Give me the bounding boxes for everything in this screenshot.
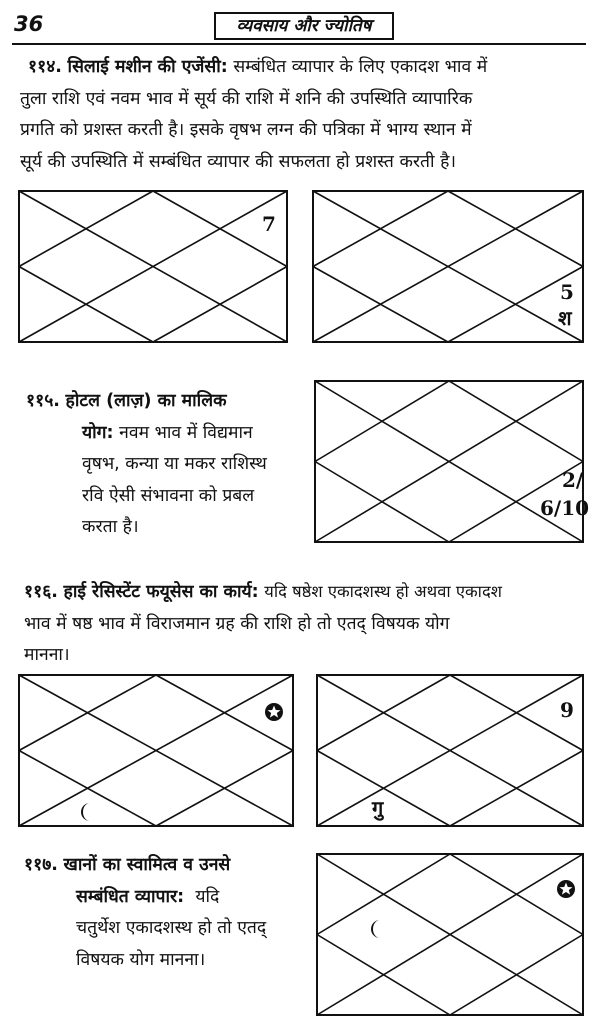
section-heading: योग: xyxy=(82,422,114,443)
horoscope-chart-114-left xyxy=(18,190,288,343)
section-117 xyxy=(24,850,314,976)
page-number: 36 xyxy=(14,12,44,36)
body-line: करता है। xyxy=(82,517,139,537)
section-heading: खानों का स्वामित्व व उनसे xyxy=(63,855,231,875)
header-rule xyxy=(12,43,586,45)
star-in-circle-icon xyxy=(556,879,576,899)
section-number: ११५. xyxy=(26,391,60,411)
chart-grid xyxy=(316,674,584,827)
body-line: यदि xyxy=(195,886,220,907)
section-number: ११७. xyxy=(24,855,58,875)
chart-grid xyxy=(316,853,584,1016)
horoscope-chart-115 xyxy=(314,380,590,543)
horoscope-chart-117 xyxy=(316,853,584,1016)
section-heading: होटल (लाज़) का मालिक xyxy=(65,391,227,411)
body-line: तुला राशि एवं नवम भाव में सूर्य की राशि में शनि की उपस्थिति व्यापारिक xyxy=(20,88,473,109)
chart-grid xyxy=(18,190,288,343)
body-line: नवम भाव में विद्यमान xyxy=(119,422,253,443)
section-heading: सम्बंधित व्यापार: xyxy=(76,886,185,907)
section-number: ११६. xyxy=(24,582,58,602)
body-line: वृषभ, कन्या या मकर राशिस्थ xyxy=(82,454,267,474)
body-line: रवि ऐसी संभावना को प्रबल xyxy=(82,485,255,506)
section-116 xyxy=(24,576,594,672)
section-114 xyxy=(20,52,594,178)
horoscope-chart-116-right xyxy=(316,674,584,827)
crescent-moon-icon xyxy=(368,919,390,939)
crescent-moon-icon xyxy=(78,802,100,822)
section-heading: सिलाई मशीन की एजेंसी: xyxy=(67,57,228,77)
chart-label: 6/10 xyxy=(540,496,590,520)
chart-grid xyxy=(312,190,584,343)
section-115 xyxy=(26,386,310,544)
body-line: चतुर्थेश एकादशस्थ हो तो एतद् xyxy=(76,918,267,938)
chart-label: 7 xyxy=(262,212,276,236)
star-in-circle-icon xyxy=(264,702,284,722)
section-number: ११४. xyxy=(28,57,62,77)
section-heading: हाई रेसिस्टेंट फयूसेस का कार्य: xyxy=(63,582,259,602)
running-title: व्यवसाय और ज्योतिष xyxy=(214,12,394,40)
body-line: विषयक योग मानना। xyxy=(76,949,206,970)
body-line: सम्बंधित व्यापार के लिए एकादश भाव में xyxy=(233,57,488,77)
body-line: यदि षष्ठेश एकादशस्थ हो अथवा एकादश xyxy=(264,582,502,601)
chart-label: 2/ xyxy=(562,468,584,492)
chart-label: गु xyxy=(372,796,384,820)
chart-label: 5 xyxy=(560,280,574,304)
body-line: सूर्य की उपस्थिति में सम्बंधित व्यापार की सफलता हो प्रशस्त करती है। xyxy=(20,151,457,172)
horoscope-chart-116-left xyxy=(18,674,294,827)
chart-label: श xyxy=(558,306,572,330)
chart-grid xyxy=(18,674,294,827)
chart-label: 9 xyxy=(560,698,574,722)
body-line: मानना। xyxy=(24,645,70,665)
body-line: भाव में षष्ठ भाव में विराजमान ग्रह की राशि हो तो एतद् विषयक योग xyxy=(24,613,450,634)
horoscope-chart-114-right xyxy=(312,190,584,343)
body-line: प्रगति को प्रशस्त करती है। इसके वृषभ लग्न की पत्रिका में भाग्य स्थान में xyxy=(20,120,472,140)
